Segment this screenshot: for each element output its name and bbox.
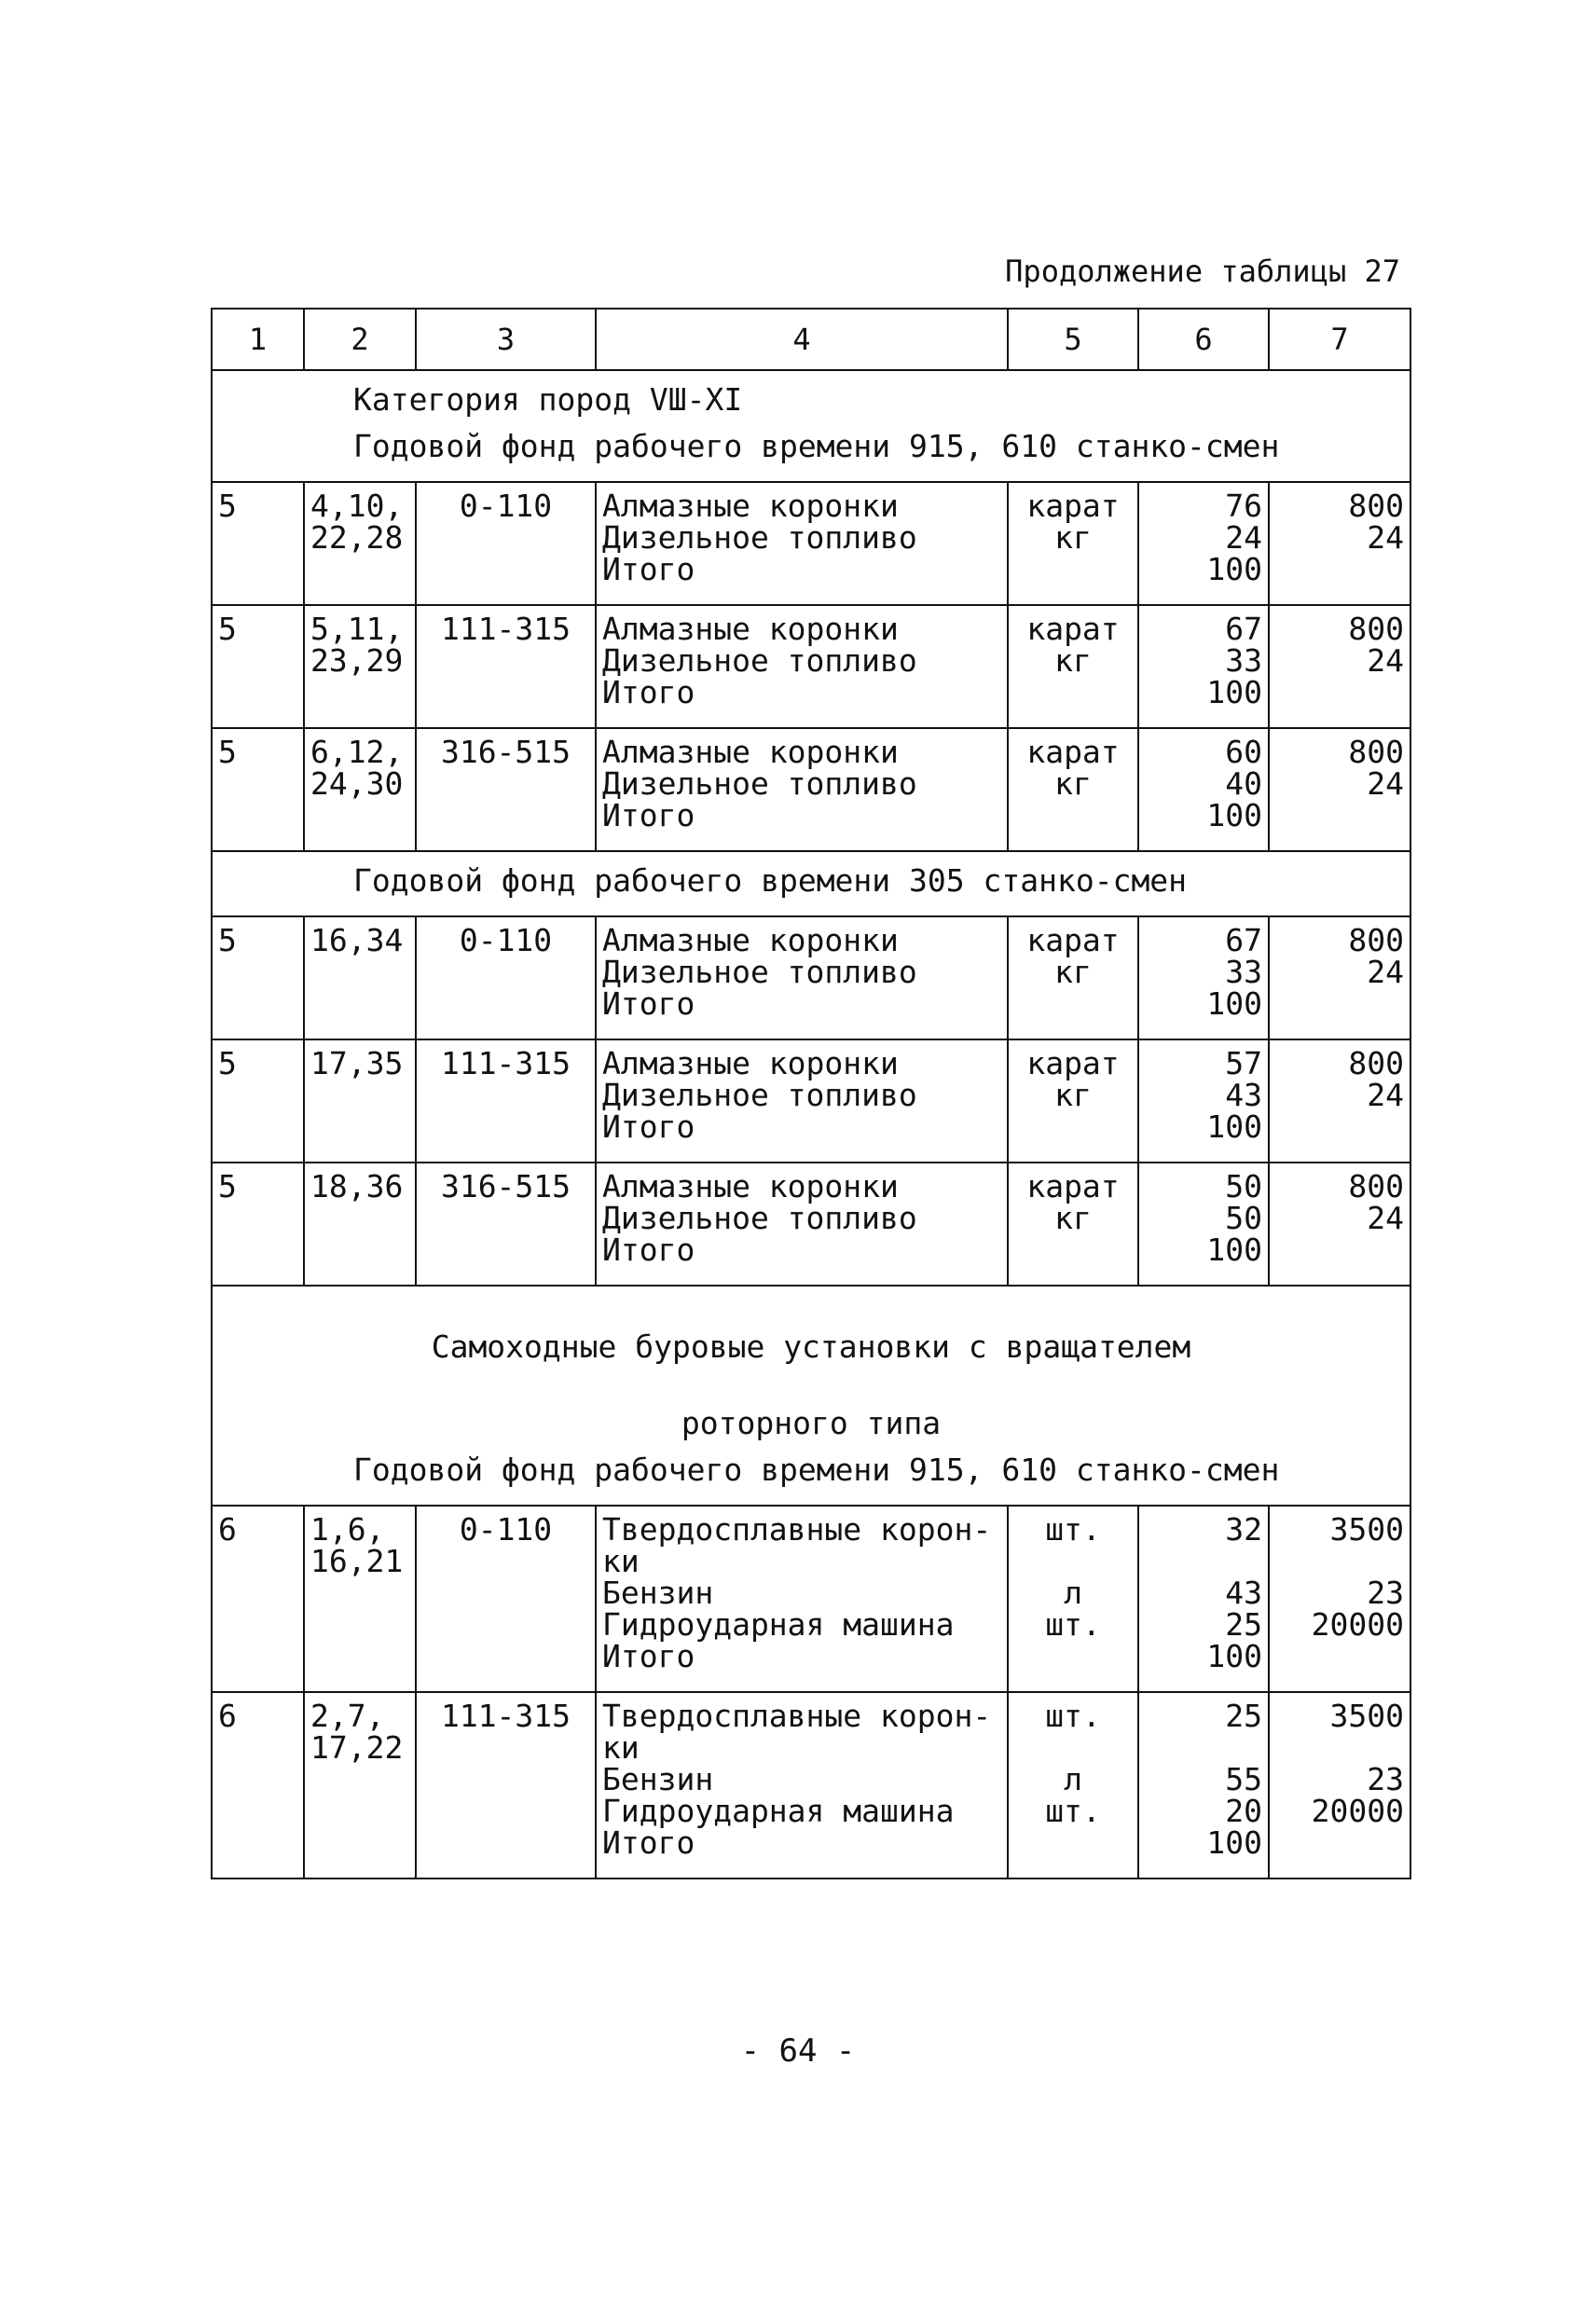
cell-line: Алмазные коронки <box>602 734 899 770</box>
column-header: 1 <box>212 309 304 370</box>
cell-line: 50 <box>1225 1168 1262 1204</box>
cell-percent <box>1138 916 1269 1039</box>
cell-line: л <box>1064 1761 1082 1797</box>
cell-line <box>1275 1234 1404 1266</box>
cell-norm <box>1269 728 1410 851</box>
cell-line <box>1275 988 1404 1020</box>
norms-table <box>211 308 1411 1879</box>
cell-line: Итого <box>602 1232 695 1268</box>
cell-line <box>1145 1546 1262 1577</box>
column-header: 5 <box>1008 309 1138 370</box>
cell-line: 800 <box>1348 1045 1404 1081</box>
cell-line: 33 <box>1225 954 1262 990</box>
cell-percent <box>1138 1163 1269 1286</box>
table-row <box>212 482 1410 605</box>
cell-line: 24,30 <box>310 765 404 802</box>
cell-group: 6 <box>212 1506 304 1692</box>
cell-line: 800 <box>1348 1168 1404 1204</box>
section-heading-line: Самоходные буровые установки с вращателем <box>431 1328 1191 1365</box>
cell-line: 23 <box>1367 1761 1404 1797</box>
cell-line: 40 <box>1225 765 1262 802</box>
cell-line: 24 <box>1367 765 1404 802</box>
cell-line: 20000 <box>1311 1793 1404 1829</box>
cell-group: 5 <box>212 482 304 605</box>
table-header-row <box>212 309 1410 370</box>
section-heading-line: Категория пород VШ-XI <box>353 381 743 418</box>
cell-line: Алмазные коронки <box>602 1168 899 1204</box>
cell-line <box>1014 677 1132 709</box>
cell-line <box>1014 1234 1132 1266</box>
cell-items-no <box>304 728 416 851</box>
cell-line: 100 <box>1206 1824 1262 1861</box>
cell-line: Итого <box>602 797 695 833</box>
cell-units <box>1008 1039 1138 1163</box>
cell-line: 17,35 <box>310 1045 404 1081</box>
cell-units <box>1008 916 1138 1039</box>
cell-norm <box>1269 1163 1410 1286</box>
cell-line: кг <box>1054 642 1092 679</box>
cell-line: 22,28 <box>310 519 404 556</box>
table-row <box>212 1163 1410 1286</box>
cell-line: карат <box>1026 611 1120 647</box>
cell-range: 0-110 <box>416 482 596 605</box>
section-heading-line: Годовой фонд рабочего времени 915, 610 станко-смен <box>353 1452 1280 1488</box>
cell-units <box>1008 605 1138 728</box>
cell-line: Дизельное топливо <box>602 765 917 802</box>
section-heading-row <box>212 851 1410 916</box>
cell-line <box>1014 1732 1132 1764</box>
cell-line: Бензин <box>602 1575 714 1611</box>
cell-line: шт. <box>1045 1793 1101 1829</box>
section-heading-row <box>212 370 1410 482</box>
cell-resources <box>596 728 1008 851</box>
cell-range: 316-515 <box>416 1163 596 1286</box>
table-row <box>212 1039 1410 1163</box>
cell-line: Гидроударная машина <box>602 1606 955 1643</box>
column-header: 7 <box>1269 309 1410 370</box>
cell-units <box>1008 1506 1138 1692</box>
cell-line <box>1014 988 1132 1020</box>
cell-units <box>1008 482 1138 605</box>
cell-line: шт. <box>1045 1698 1101 1734</box>
cell-resources <box>596 482 1008 605</box>
cell-line: ки <box>602 1729 640 1766</box>
cell-line <box>1275 1827 1404 1859</box>
cell-line: 33 <box>1225 642 1262 679</box>
cell-line: 24 <box>1225 519 1262 556</box>
table-row <box>212 605 1410 728</box>
cell-line: 67 <box>1225 922 1262 958</box>
cell-line: 4,10, <box>310 488 404 524</box>
column-header: 6 <box>1138 309 1269 370</box>
cell-line: Алмазные коронки <box>602 611 899 647</box>
cell-line: 800 <box>1348 488 1404 524</box>
cell-line: 16,21 <box>310 1543 404 1579</box>
cell-line: 32 <box>1225 1511 1262 1548</box>
cell-line: 100 <box>1206 674 1262 710</box>
column-header: 3 <box>416 309 596 370</box>
cell-line: 24 <box>1367 1200 1404 1236</box>
cell-line: Твердосплавные корон- <box>602 1698 992 1734</box>
cell-line: карат <box>1026 488 1120 524</box>
cell-resources <box>596 1039 1008 1163</box>
cell-norm <box>1269 482 1410 605</box>
cell-range: 111-315 <box>416 1039 596 1163</box>
cell-norm <box>1269 1039 1410 1163</box>
cell-line: Дизельное топливо <box>602 1077 917 1113</box>
cell-line <box>1275 677 1404 709</box>
cell-line: 5,11, <box>310 611 404 647</box>
page-number: - 64 - <box>740 2032 856 2070</box>
cell-line: 25 <box>1225 1606 1262 1643</box>
cell-line <box>1275 1546 1404 1577</box>
cell-percent <box>1138 1039 1269 1163</box>
cell-line: Алмазные коронки <box>602 922 899 958</box>
cell-line: 6,12, <box>310 734 404 770</box>
cell-line: 100 <box>1206 1232 1262 1268</box>
cell-line: кг <box>1054 954 1092 990</box>
column-header: 2 <box>304 309 416 370</box>
cell-line: кг <box>1054 765 1092 802</box>
cell-group: 5 <box>212 605 304 728</box>
cell-percent <box>1138 482 1269 605</box>
cell-resources <box>596 1163 1008 1286</box>
cell-group: 5 <box>212 1163 304 1286</box>
cell-norm <box>1269 916 1410 1039</box>
cell-line <box>1014 1641 1132 1672</box>
cell-line: 800 <box>1348 734 1404 770</box>
cell-percent <box>1138 1506 1269 1692</box>
cell-line <box>1014 1111 1132 1143</box>
table-row <box>212 728 1410 851</box>
cell-line: шт. <box>1045 1511 1101 1548</box>
cell-line: 24 <box>1367 954 1404 990</box>
cell-resources <box>596 916 1008 1039</box>
section-heading <box>212 851 1410 916</box>
cell-line: 25 <box>1225 1698 1262 1734</box>
section-heading-row <box>212 1286 1410 1506</box>
cell-group: 5 <box>212 728 304 851</box>
section-heading <box>212 370 1410 482</box>
cell-line <box>1014 554 1132 585</box>
section-heading-line: Годовой фонд рабочего времени 915, 610 станко-смен <box>353 428 1280 464</box>
cell-line: шт. <box>1045 1606 1101 1643</box>
cell-items-no <box>304 1039 416 1163</box>
cell-line: 100 <box>1206 797 1262 833</box>
cell-line: 43 <box>1225 1575 1262 1611</box>
cell-line: 23,29 <box>310 642 404 679</box>
cell-line <box>1014 800 1132 832</box>
cell-line: 60 <box>1225 734 1262 770</box>
cell-line <box>1145 1732 1262 1764</box>
cell-group: 5 <box>212 1039 304 1163</box>
column-header: 4 <box>596 309 1008 370</box>
cell-line <box>1275 800 1404 832</box>
cell-line <box>1275 1732 1404 1764</box>
cell-line: 24 <box>1367 642 1404 679</box>
cell-line: Итого <box>602 551 695 587</box>
cell-line: Дизельное топливо <box>602 954 917 990</box>
cell-line: 800 <box>1348 611 1404 647</box>
cell-line: Итого <box>602 985 695 1022</box>
cell-range: 0-110 <box>416 916 596 1039</box>
cell-line: Бензин <box>602 1761 714 1797</box>
cell-group: 6 <box>212 1692 304 1878</box>
cell-line: Дизельное топливо <box>602 519 917 556</box>
cell-line: 20 <box>1225 1793 1262 1829</box>
cell-line <box>1275 1641 1404 1672</box>
cell-range: 111-315 <box>416 605 596 728</box>
cell-line: 800 <box>1348 922 1404 958</box>
cell-line: л <box>1064 1575 1082 1611</box>
cell-resources <box>596 605 1008 728</box>
cell-items-no <box>304 1163 416 1286</box>
cell-line: карат <box>1026 734 1120 770</box>
cell-items-no <box>304 1506 416 1692</box>
cell-range: 111-315 <box>416 1692 596 1878</box>
cell-line: Итого <box>602 1108 695 1145</box>
table-row <box>212 1692 1410 1878</box>
cell-norm <box>1269 1692 1410 1878</box>
cell-line: карат <box>1026 1168 1120 1204</box>
cell-norm <box>1269 1506 1410 1692</box>
cell-line: 17,22 <box>310 1729 404 1766</box>
table-row <box>212 1506 1410 1692</box>
table-continuation-title: Продолжение таблицы 27 <box>1005 254 1400 289</box>
cell-percent <box>1138 1692 1269 1878</box>
cell-line: ки <box>602 1543 640 1579</box>
cell-line: кг <box>1054 1200 1092 1236</box>
cell-line: 100 <box>1206 985 1262 1022</box>
cell-line: 18,36 <box>310 1168 404 1204</box>
cell-line: Дизельное топливо <box>602 1200 917 1236</box>
cell-line: Алмазные коронки <box>602 1045 899 1081</box>
cell-items-no <box>304 605 416 728</box>
cell-percent <box>1138 728 1269 851</box>
section-heading <box>212 1286 1410 1506</box>
cell-line: Итого <box>602 674 695 710</box>
cell-group: 5 <box>212 916 304 1039</box>
cell-line: 2,7, <box>310 1698 385 1734</box>
cell-line: 23 <box>1367 1575 1404 1611</box>
cell-resources <box>596 1506 1008 1692</box>
cell-range: 316-515 <box>416 728 596 851</box>
cell-line: 1,6, <box>310 1511 385 1548</box>
cell-line <box>1014 1546 1132 1577</box>
cell-line: 57 <box>1225 1045 1262 1081</box>
cell-line: 55 <box>1225 1761 1262 1797</box>
cell-items-no <box>304 1692 416 1878</box>
cell-line: Итого <box>602 1824 695 1861</box>
cell-line: 50 <box>1225 1200 1262 1236</box>
cell-line: 67 <box>1225 611 1262 647</box>
cell-line: кг <box>1054 1077 1092 1113</box>
cell-line: 3500 <box>1329 1511 1404 1548</box>
cell-resources <box>596 1692 1008 1878</box>
cell-line: 16,34 <box>310 922 404 958</box>
cell-line: 100 <box>1206 551 1262 587</box>
cell-line: 100 <box>1206 1638 1262 1674</box>
cell-line: Гидроударная машина <box>602 1793 955 1829</box>
cell-units <box>1008 728 1138 851</box>
cell-line <box>1014 1827 1132 1859</box>
cell-units <box>1008 1692 1138 1878</box>
cell-line: карат <box>1026 922 1120 958</box>
cell-line <box>1275 1111 1404 1143</box>
cell-line: карат <box>1026 1045 1120 1081</box>
cell-line: Твердосплавные корон- <box>602 1511 992 1548</box>
section-heading-line: Годовой фонд рабочего времени 305 станко-смен <box>353 862 1188 899</box>
cell-line: 100 <box>1206 1108 1262 1145</box>
cell-line: 3500 <box>1329 1698 1404 1734</box>
cell-line <box>1275 554 1404 585</box>
cell-line: 24 <box>1367 519 1404 556</box>
cell-range: 0-110 <box>416 1506 596 1692</box>
cell-line: 24 <box>1367 1077 1404 1113</box>
cell-line: 76 <box>1225 488 1262 524</box>
cell-units <box>1008 1163 1138 1286</box>
cell-line: Дизельное топливо <box>602 642 917 679</box>
cell-line: 43 <box>1225 1077 1262 1113</box>
cell-line: кг <box>1054 519 1092 556</box>
cell-items-no <box>304 916 416 1039</box>
table-row <box>212 916 1410 1039</box>
cell-line: Итого <box>602 1638 695 1674</box>
section-heading-line: роторного типа <box>681 1405 942 1441</box>
cell-items-no <box>304 482 416 605</box>
cell-line: 20000 <box>1311 1606 1404 1643</box>
cell-line: Алмазные коронки <box>602 488 899 524</box>
cell-norm <box>1269 605 1410 728</box>
cell-percent <box>1138 605 1269 728</box>
